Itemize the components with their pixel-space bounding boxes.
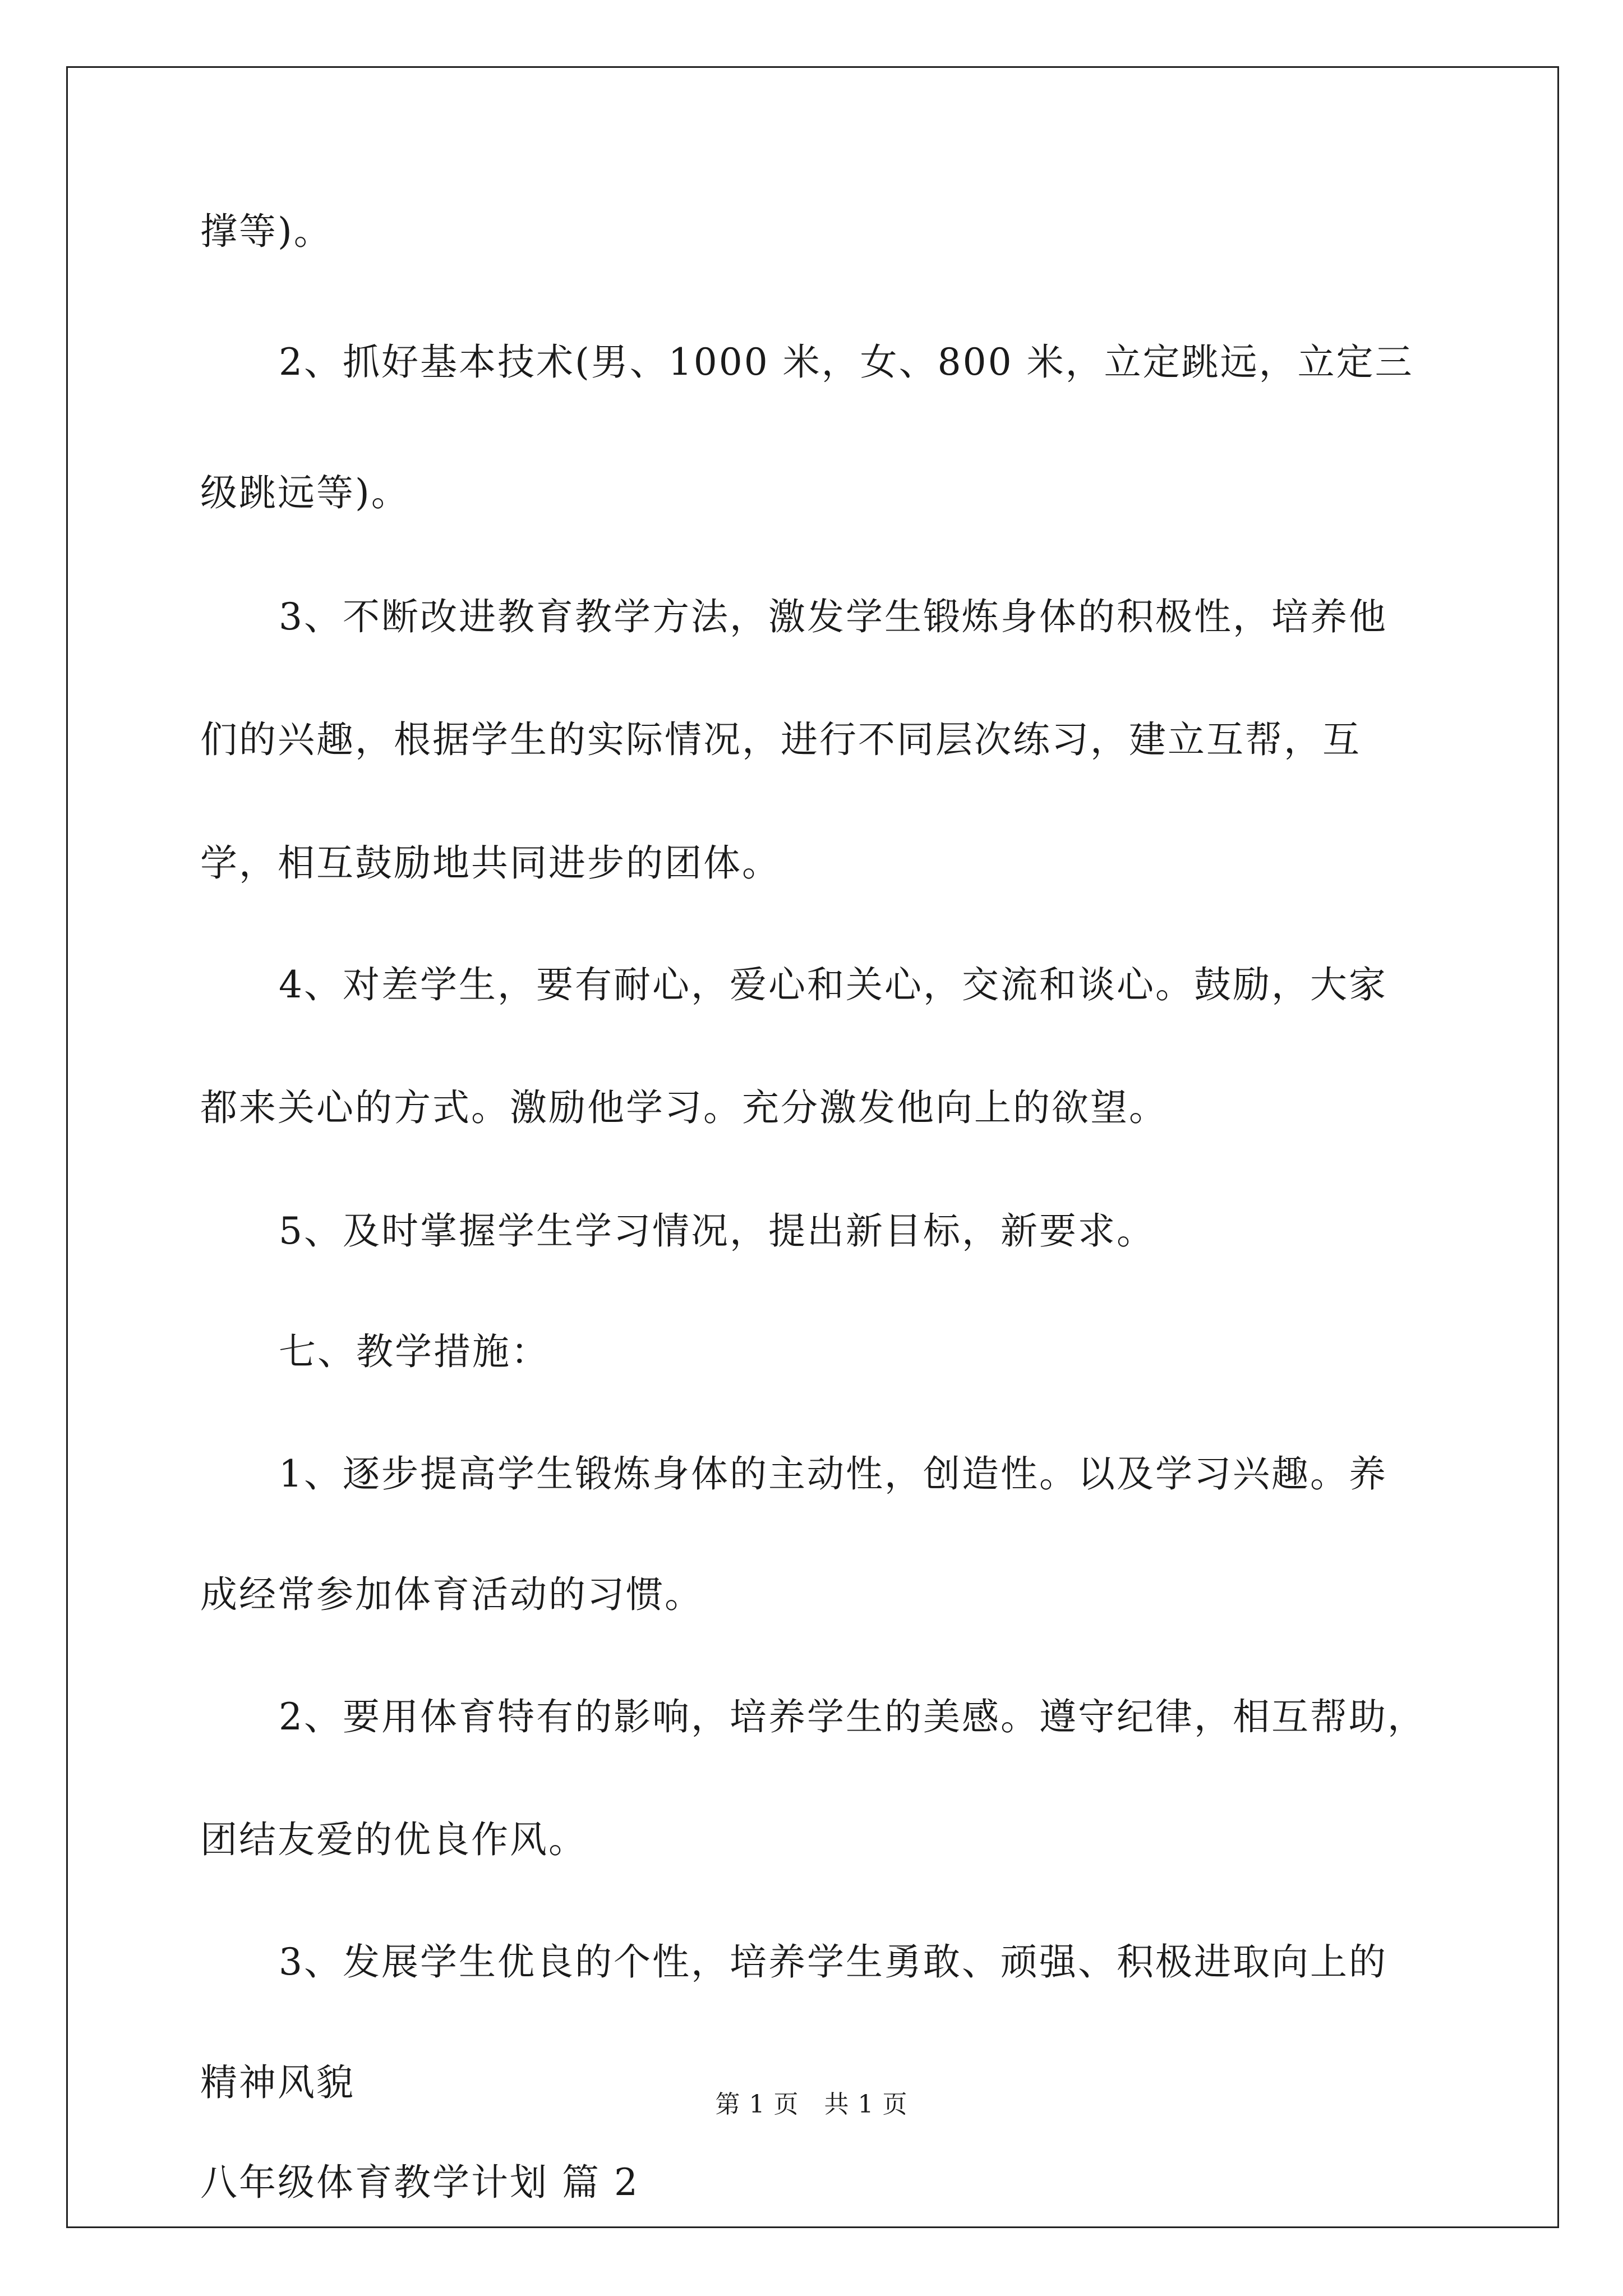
text-line-content: 3、发展学生优良的个性，培养学生勇敢、顽强、积极进取向上的: [279, 1940, 1387, 1984]
text-line-content: 学，相互鼓励地共同进步的团体。: [200, 841, 781, 885]
text-line-content: 精神风貌: [200, 2061, 355, 2104]
text-line-content: 级跳远等)。: [200, 471, 410, 514]
page-border: [66, 66, 1559, 2228]
text-line-content: 撑等)。: [200, 210, 333, 253]
text-line-content: 团结友爱的优良作风。: [200, 1818, 587, 1861]
text-line-content: 4、对差学生，要有耐心，爱心和关心，交流和谈心。鼓励，大家: [279, 963, 1387, 1006]
text-line-content: 成经常参加体育活动的习惯。: [200, 1573, 703, 1616]
text-line-content: 们的兴趣，根据学生的实际情况，进行不同层次练习，建立互帮，互: [200, 718, 1361, 761]
text-line-content: 1、逐步提高学生锻炼身体的主动性，创造性。以及学习兴趣。养: [279, 1452, 1387, 1496]
section-heading: 七、教学措施：: [279, 1330, 550, 1373]
text-line-content: 都来关心的方式。激励他学习。充分激发他向上的欲望。: [200, 1086, 1168, 1129]
text-line-content: 2、抓好基本技术(男、1000 米，女、800 米，立定跳远，立定三: [279, 341, 1414, 384]
document-title: 八年级体育教学计划 篇 2: [200, 2161, 639, 2204]
text-line-content: 5、及时掌握学生学习情况，提出新目标，新要求。: [279, 1209, 1155, 1253]
page-number-footer: 第 1 页 共 1 页: [715, 2090, 908, 2119]
text-line-content: 2、要用体育特有的影响，培养学生的美感。遵守纪律，相互帮助，: [279, 1695, 1426, 1738]
text-line-content: 3、不断改进教育教学方法，激发学生锻炼身体的积极性，培养他: [279, 595, 1387, 638]
